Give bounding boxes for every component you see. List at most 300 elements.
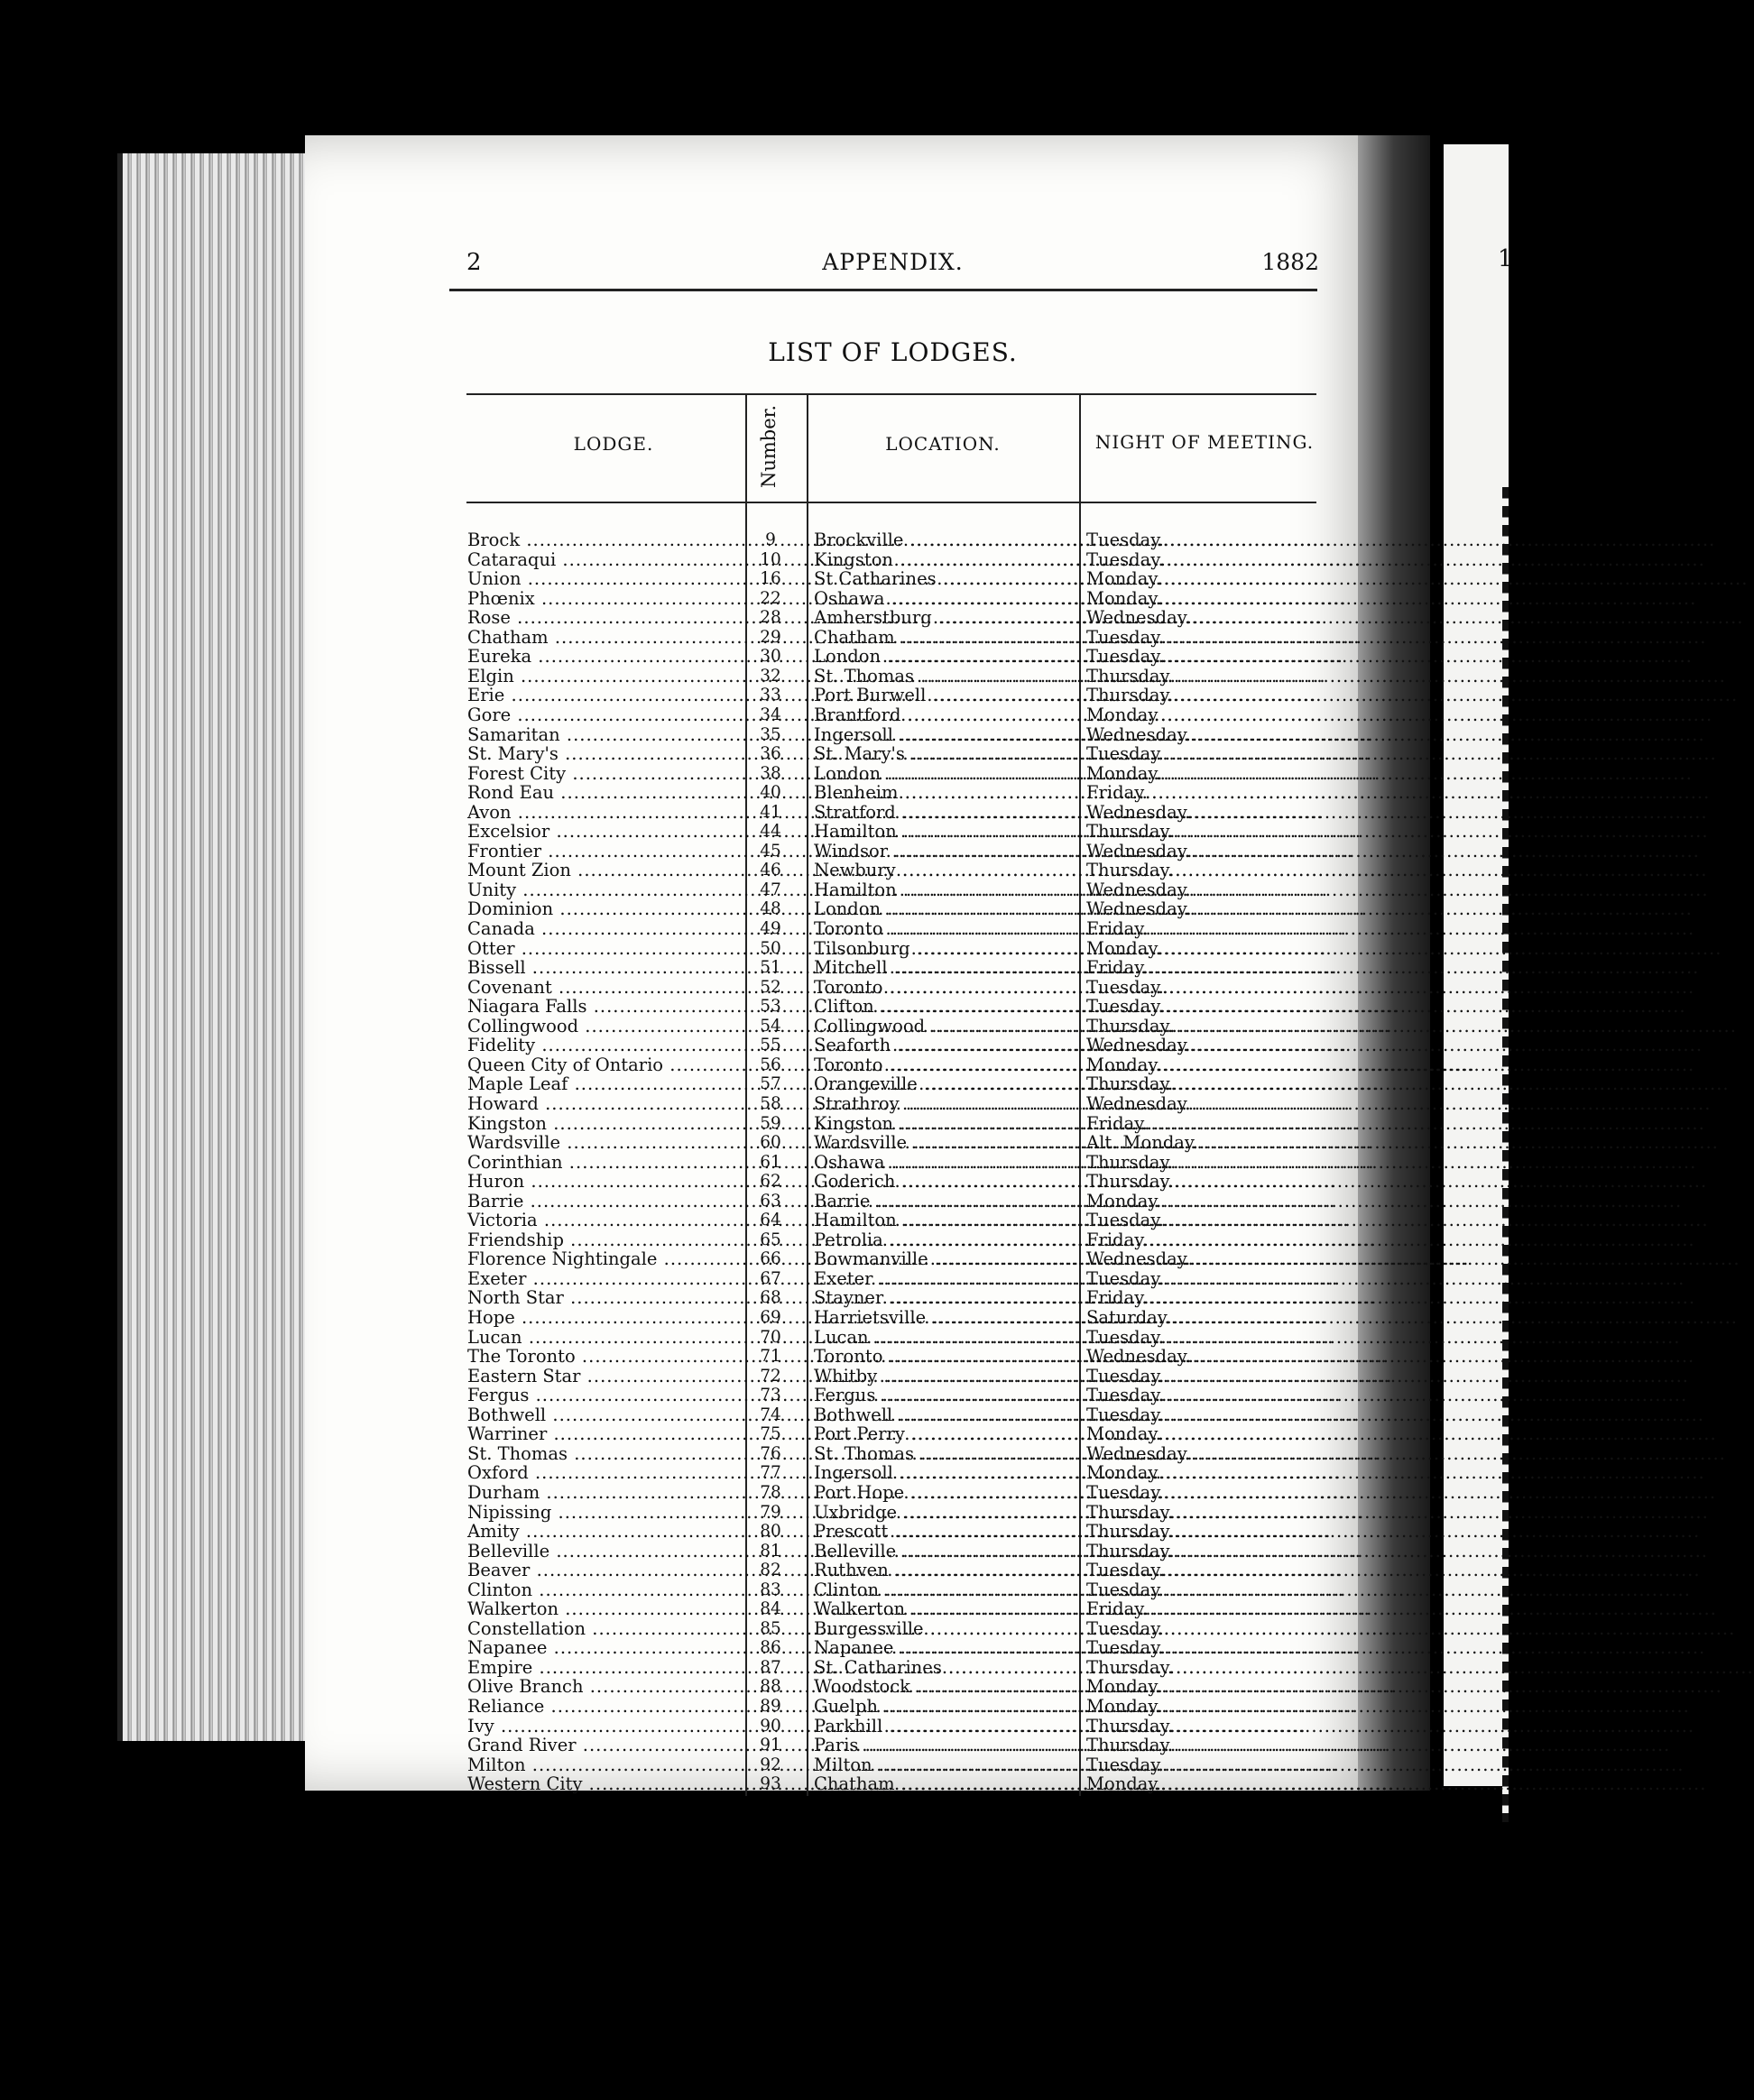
column-header-number-label: Number. <box>758 404 780 489</box>
lodge-cell: Wardsville ..... <box>467 1133 742 1152</box>
night-cell: Monday. <box>1086 762 1161 784</box>
number-cell: 85 <box>760 1618 781 1638</box>
number-cell: 45 <box>760 841 781 861</box>
lodge-cell: Brock ..... <box>467 530 742 549</box>
table-row <box>0 997 1509 1017</box>
table-row <box>0 899 1509 919</box>
location-cell: Woodstock ..... <box>814 1677 1083 1696</box>
lodge-cell: Mount Zion ..... <box>467 861 742 880</box>
night-cell: Monday. <box>1086 1676 1161 1698</box>
lodge-cell: The Toronto ..... <box>467 1347 742 1366</box>
table-row <box>0 803 1509 823</box>
number-cell: 58 <box>760 1093 781 1113</box>
lodge-cell: Ivy ..... <box>467 1717 742 1736</box>
lodge-cell: St. Thomas ..... <box>467 1444 742 1463</box>
night-cell: Wednesday. <box>1086 879 1191 900</box>
number-cell: 46 <box>760 861 781 880</box>
lodge-cell: Otter ..... <box>467 939 742 958</box>
number-cell: 74 <box>760 1405 781 1424</box>
night-cell: Wednesday. <box>1086 1346 1191 1368</box>
table-row <box>0 1094 1509 1114</box>
number-cell: 87 <box>760 1657 781 1677</box>
location-cell: Ingersoll ..... <box>814 1463 1083 1482</box>
adjacent-page-number: 1 <box>1498 245 1513 272</box>
table-row <box>0 1172 1509 1192</box>
lodge-cell: St. Mary's ..... <box>467 744 742 763</box>
lodge-cell: Frontier ..... <box>467 842 742 861</box>
lodge-cell: Constellation ..... <box>467 1619 742 1638</box>
lodge-cell: Cataraqui ..... <box>467 550 742 569</box>
location-cell: Stayner ..... <box>814 1288 1083 1307</box>
night-cell: Monday. <box>1086 1190 1161 1211</box>
lodge-cell: Belleville ..... <box>467 1542 742 1561</box>
table-row <box>0 1036 1509 1055</box>
table-row <box>0 1133 1509 1153</box>
night-cell: Thursday. <box>1086 1735 1174 1756</box>
lodge-cell: Empire ..... <box>467 1658 742 1677</box>
column-header-night: NIGHT OF MEETING. <box>1094 431 1315 453</box>
table-row <box>0 861 1509 880</box>
night-cell: Monday <box>1086 704 1159 725</box>
number-cell: 92 <box>760 1755 781 1774</box>
location-cell: Seaforth ..... <box>814 1036 1083 1055</box>
location-cell: Hamilton ..... <box>814 822 1083 841</box>
table-row <box>0 1230 1509 1250</box>
table-row <box>0 1483 1509 1503</box>
night-cell: Thursday. <box>1086 1073 1174 1095</box>
number-cell: 32 <box>760 666 781 686</box>
number-cell: 51 <box>760 958 781 978</box>
number-cell: 54 <box>760 1016 781 1036</box>
table-row <box>0 1114 1509 1134</box>
night-cell: Tuesday. <box>1086 626 1164 648</box>
location-cell: London ..... <box>814 764 1083 783</box>
location-cell: Toronto ..... <box>814 1055 1083 1074</box>
lodge-cell: Avon ..... <box>467 803 742 822</box>
table-row <box>0 1405 1509 1425</box>
table-row <box>0 1269 1509 1289</box>
location-cell: Hamilton ..... <box>814 880 1083 899</box>
number-cell: 48 <box>760 899 781 919</box>
lodge-cell: Bissell ..... <box>467 958 742 977</box>
lodge-cell: Collingwood ..... <box>467 1017 742 1036</box>
number-cell: 50 <box>760 938 781 958</box>
night-cell: Friday. <box>1086 957 1148 979</box>
lodge-cell: Forest City ..... <box>467 764 742 783</box>
location-cell: Clinton ..... <box>814 1580 1083 1599</box>
table-row <box>0 1288 1509 1308</box>
lodge-cell: Corinthian ..... <box>467 1153 742 1172</box>
location-cell: London ..... <box>814 899 1083 918</box>
location-cell: St. Thomas ..... <box>814 667 1083 686</box>
night-cell: Tuesday. <box>1086 996 1164 1018</box>
lodge-cell: Canada ..... <box>467 919 742 938</box>
table-row <box>0 1308 1509 1328</box>
table-row <box>0 783 1509 803</box>
lodge-cell: Lucan ..... <box>467 1328 742 1347</box>
number-cell: 93 <box>760 1774 781 1794</box>
table-row <box>0 686 1509 705</box>
location-cell: Ruthven ..... <box>814 1561 1083 1580</box>
number-cell: 65 <box>760 1230 781 1249</box>
table-head-rule <box>466 502 1316 503</box>
location-cell: Strathroy ..... <box>814 1094 1083 1113</box>
number-cell: 52 <box>760 977 781 997</box>
number-cell: 34 <box>760 705 781 724</box>
number-cell: 76 <box>760 1443 781 1463</box>
location-cell: Bothwell ..... <box>814 1405 1083 1424</box>
lodge-cell: Huron ..... <box>467 1172 742 1191</box>
location-cell: Wardsville ..... <box>814 1133 1083 1152</box>
number-cell: 83 <box>760 1580 781 1599</box>
number-cell: 57 <box>760 1074 781 1094</box>
location-cell: Petrolia ..... <box>814 1230 1083 1249</box>
location-cell: Toronto ..... <box>814 919 1083 938</box>
lodge-cell: Maple Leaf ..... <box>467 1074 742 1093</box>
number-cell: 41 <box>760 802 781 822</box>
table-row <box>0 1055 1509 1075</box>
table-row <box>0 1736 1509 1755</box>
lodge-cell: Dominion ..... <box>467 899 742 918</box>
number-cell: 69 <box>760 1308 781 1327</box>
lodge-cell: Napanee ..... <box>467 1638 742 1657</box>
table-row <box>0 822 1509 842</box>
location-cell: Windsor ..... <box>814 842 1083 861</box>
number-cell: 44 <box>760 822 781 842</box>
location-cell: St Catharines ..... <box>814 569 1083 588</box>
location-cell: Hamilton ..... <box>814 1211 1083 1230</box>
number-cell: 63 <box>760 1191 781 1211</box>
location-cell: Toronto ..... <box>814 1347 1083 1366</box>
table-row <box>0 705 1509 725</box>
night-cell: Tuesday. <box>1086 1617 1164 1639</box>
lodge-cell: Olive Branch ..... <box>467 1677 742 1696</box>
table-row <box>0 1463 1509 1483</box>
number-cell: 79 <box>760 1502 781 1522</box>
lodge-cell: Rose ..... <box>467 608 742 627</box>
table-row <box>0 919 1509 939</box>
table-row <box>0 628 1509 648</box>
night-cell: Tuesday. <box>1086 743 1164 765</box>
location-cell: St. Thomas ..... <box>814 1444 1083 1463</box>
table-row <box>0 647 1509 667</box>
location-cell: Lucan ..... <box>814 1328 1083 1347</box>
number-cell: 72 <box>760 1366 781 1386</box>
lodge-cell: Walkerton ..... <box>467 1599 742 1618</box>
lodge-cell: Rond Eau ..... <box>467 783 742 802</box>
location-cell: Newbury ..... <box>814 861 1083 880</box>
lodge-cell: Clinton ..... <box>467 1580 742 1599</box>
page-title: APPENDIX. <box>822 249 964 275</box>
table-row <box>0 725 1509 745</box>
location-cell: Stratford ..... <box>814 803 1083 822</box>
night-cell: Tuesday. <box>1086 1326 1164 1348</box>
location-cell: Port Hope ..... <box>814 1483 1083 1502</box>
night-cell: Tuesday. <box>1086 1579 1164 1600</box>
table-row <box>0 608 1509 628</box>
lodge-cell: Exeter ..... <box>467 1269 742 1288</box>
night-cell: Friday. <box>1086 782 1148 804</box>
table-row <box>0 958 1509 978</box>
lodge-cell: Chatham ..... <box>467 628 742 647</box>
table-row <box>0 1347 1509 1367</box>
night-cell: Tuesday. <box>1086 1754 1164 1775</box>
location-cell: Goderich ..... <box>814 1172 1083 1191</box>
location-cell: Orangeville ..... <box>814 1074 1083 1093</box>
location-cell: Walkerton ..... <box>814 1599 1083 1618</box>
table-row <box>0 1619 1509 1639</box>
number-cell: 28 <box>760 608 781 628</box>
location-cell: Prescott ..... <box>814 1522 1083 1541</box>
location-cell: Chatham ..... <box>814 1774 1083 1793</box>
night-cell: Wednesday. <box>1086 1442 1191 1464</box>
table-row <box>0 744 1509 764</box>
location-cell: Collingwood ..... <box>814 1017 1083 1036</box>
lodge-cell: Amity ..... <box>467 1522 742 1541</box>
location-cell: Bowmanville ..... <box>814 1249 1083 1268</box>
night-cell: Wednesday. <box>1086 1248 1191 1270</box>
location-cell: Brockville ..... <box>814 530 1083 549</box>
night-cell: Wednesday. <box>1086 801 1191 823</box>
table-row <box>0 978 1509 998</box>
number-cell: 22 <box>760 588 781 608</box>
number-cell: 80 <box>760 1522 781 1542</box>
list-title: LIST OF LODGES. <box>768 337 1018 367</box>
number-cell: 16 <box>760 569 781 589</box>
number-cell: 73 <box>760 1386 781 1405</box>
table-row <box>0 1386 1509 1405</box>
table-row <box>0 842 1509 861</box>
table-row <box>0 1211 1509 1230</box>
location-cell: Kingston ..... <box>814 1114 1083 1133</box>
night-cell: Monday. <box>1086 1423 1161 1445</box>
lodge-cell: Samaritan ..... <box>467 725 742 744</box>
table-row <box>0 1542 1509 1561</box>
lodge-cell: Covenant ..... <box>467 978 742 997</box>
table-row <box>0 589 1509 609</box>
location-cell: Milton ..... <box>814 1755 1083 1774</box>
location-cell: Toronto ..... <box>814 978 1083 997</box>
number-cell: 35 <box>760 724 781 744</box>
number-cell: 90 <box>760 1716 781 1736</box>
header-rule <box>449 289 1317 291</box>
page-number: 2 <box>466 249 482 276</box>
night-cell: Wednesday. <box>1086 1035 1191 1056</box>
night-cell: Tuesday. <box>1086 1267 1164 1289</box>
night-cell: Tuesday. <box>1086 1560 1164 1581</box>
table-row <box>0 939 1509 959</box>
night-cell: Thursday. <box>1086 1015 1174 1036</box>
lodge-cell: Queen City of Ontario ..... <box>467 1055 742 1074</box>
night-cell: Wednesday. <box>1086 840 1191 861</box>
night-cell: Tuesday. <box>1086 1365 1164 1386</box>
night-cell: Tuesday. <box>1086 1637 1164 1659</box>
lodge-cell: Union ..... <box>467 569 742 588</box>
lodge-cell: Niagara Falls ..... <box>467 997 742 1016</box>
night-cell: Thursday. <box>1086 1521 1174 1543</box>
page-year: 1882 <box>1261 249 1319 275</box>
number-cell: 82 <box>760 1561 781 1580</box>
night-cell: Tuesday. <box>1086 1481 1164 1503</box>
number-cell: 70 <box>760 1327 781 1347</box>
lodge-cell: Kingston ..... <box>467 1114 742 1133</box>
location-cell: Port Perry ..... <box>814 1424 1083 1443</box>
table-row <box>0 1658 1509 1678</box>
number-cell: 40 <box>760 783 781 803</box>
night-cell: Thursday. <box>1086 821 1174 843</box>
table-row <box>0 764 1509 784</box>
number-cell: 49 <box>760 919 781 938</box>
night-cell: Tuesday. <box>1086 646 1164 668</box>
location-cell: Chatham ..... <box>814 628 1083 647</box>
lodge-cell: Western City ..... <box>467 1774 742 1793</box>
night-cell: Thursday. <box>1086 1656 1174 1678</box>
number-cell: 64 <box>760 1211 781 1230</box>
table-row <box>0 1503 1509 1523</box>
column-header-number <box>751 397 787 496</box>
table-row <box>0 880 1509 900</box>
number-cell: 29 <box>760 627 781 647</box>
lodge-cell: Hope ..... <box>467 1308 742 1327</box>
number-cell: 88 <box>760 1677 781 1697</box>
location-cell: Paris ..... <box>814 1736 1083 1755</box>
table-row <box>0 1580 1509 1600</box>
night-cell: Monday. <box>1086 587 1161 609</box>
night-cell: Saturday. <box>1086 1307 1171 1328</box>
lodge-cell: North Star ..... <box>467 1288 742 1307</box>
lodge-cell: Bothwell ..... <box>467 1405 742 1424</box>
night-cell: Wednesday. <box>1086 1092 1191 1114</box>
table-row <box>0 569 1509 589</box>
night-cell: Thursday. <box>1086 665 1174 686</box>
night-cell: Tuesday. <box>1086 1385 1164 1406</box>
number-cell: 30 <box>760 647 781 667</box>
location-cell: Belleville ..... <box>814 1542 1083 1561</box>
number-cell: 71 <box>760 1347 781 1367</box>
table-top-rule <box>466 393 1316 395</box>
lodge-cell: Durham ..... <box>467 1483 742 1502</box>
table-row <box>0 667 1509 686</box>
night-cell: Alt. Monday. <box>1086 1132 1198 1154</box>
page-header <box>466 249 1319 280</box>
lodge-cell: Reliance ..... <box>467 1697 742 1716</box>
location-cell: London ..... <box>814 647 1083 666</box>
number-cell: 77 <box>760 1463 781 1483</box>
night-cell: Wednesday. <box>1086 607 1191 629</box>
lodge-cell: Oxford ..... <box>467 1463 742 1482</box>
lodge-cell: Eastern Star ..... <box>467 1367 742 1386</box>
night-cell: Thursday. <box>1086 1540 1174 1561</box>
night-cell: Thursday. <box>1086 1715 1174 1736</box>
night-cell: Monday. <box>1086 1462 1161 1484</box>
number-cell: 38 <box>760 763 781 783</box>
location-cell: Amherstburg ..... <box>814 608 1083 627</box>
lodge-cell: Fergus ..... <box>467 1386 742 1405</box>
number-cell: 67 <box>760 1268 781 1288</box>
night-cell: Wednesday. <box>1086 898 1191 920</box>
location-cell: Tilsonburg ..... <box>814 939 1083 958</box>
number-cell: 47 <box>760 880 781 899</box>
lodge-cell: Barrie ..... <box>467 1192 742 1211</box>
table-row <box>0 1755 1509 1775</box>
table-row <box>0 1328 1509 1348</box>
lodge-cell: Friendship ..... <box>467 1230 742 1249</box>
location-cell: Napanee ..... <box>814 1638 1083 1657</box>
table-row <box>0 530 1509 550</box>
number-cell: 84 <box>760 1599 781 1619</box>
column-header-location: LOCATION. <box>885 433 1001 455</box>
night-cell: Wednesday. <box>1086 723 1191 745</box>
location-cell: Harrietsville ..... <box>814 1308 1083 1327</box>
night-cell: Thursday. <box>1086 685 1174 706</box>
lodge-cell: Fidelity ..... <box>467 1036 742 1055</box>
location-cell: St. Mary's ..... <box>814 744 1083 763</box>
night-cell: Thursday. <box>1086 1151 1174 1173</box>
location-cell: Blenheim ..... <box>814 783 1083 802</box>
night-cell: Thursday. <box>1086 1501 1174 1523</box>
table-row <box>0 1192 1509 1211</box>
table-row <box>0 1249 1509 1269</box>
lodge-cell: Victoria ..... <box>467 1211 742 1230</box>
location-cell: Uxbridge ..... <box>814 1503 1083 1522</box>
number-cell: 86 <box>760 1638 781 1658</box>
number-cell: 53 <box>760 997 781 1017</box>
night-cell: Monday. <box>1086 937 1161 959</box>
night-cell: Monday. <box>1086 568 1161 590</box>
number-cell: 78 <box>760 1482 781 1502</box>
number-cell: 62 <box>760 1172 781 1192</box>
location-cell: Parkhill ..... <box>814 1717 1083 1736</box>
number-cell: 59 <box>760 1113 781 1133</box>
table-row <box>0 1424 1509 1444</box>
table-row <box>0 1677 1509 1697</box>
location-cell: Kingston ..... <box>814 550 1083 569</box>
night-cell: Friday. <box>1086 1287 1148 1309</box>
lodge-cell: Beaver ..... <box>467 1561 742 1580</box>
table-row <box>0 1367 1509 1386</box>
night-cell: Friday. <box>1086 1229 1148 1250</box>
night-cell: Monday. <box>1086 1054 1161 1075</box>
number-cell: 9 <box>765 530 776 549</box>
number-cell: 75 <box>760 1424 781 1444</box>
number-cell: 91 <box>760 1736 781 1755</box>
location-cell: Burgessville ..... <box>814 1619 1083 1638</box>
night-cell: Thursday. <box>1086 860 1174 881</box>
table-row <box>0 1561 1509 1580</box>
number-cell: 55 <box>760 1036 781 1055</box>
night-cell: Monday. <box>1086 1696 1161 1717</box>
night-cell: Tuesday. <box>1086 976 1164 998</box>
number-cell: 61 <box>760 1152 781 1172</box>
location-cell: Exeter ..... <box>814 1269 1083 1288</box>
number-cell: 33 <box>760 686 781 705</box>
lodge-cell: Eureka ..... <box>467 647 742 666</box>
lodge-cell: Warriner ..... <box>467 1424 742 1443</box>
night-cell: Monday. <box>1086 1773 1161 1795</box>
location-cell: Whitby ..... <box>814 1367 1083 1386</box>
night-cell: Tuesday. <box>1086 548 1164 570</box>
table-row <box>0 1638 1509 1658</box>
night-cell: Thursday. <box>1086 1171 1174 1193</box>
table-row <box>0 1074 1509 1094</box>
number-cell: 10 <box>760 549 781 569</box>
number-cell: 56 <box>760 1055 781 1074</box>
lodge-cell: Excelsior ..... <box>467 822 742 841</box>
lodge-cell: Erie ..... <box>467 686 742 705</box>
number-cell: 36 <box>760 744 781 764</box>
table-row <box>0 1599 1509 1619</box>
table-row <box>0 1697 1509 1717</box>
